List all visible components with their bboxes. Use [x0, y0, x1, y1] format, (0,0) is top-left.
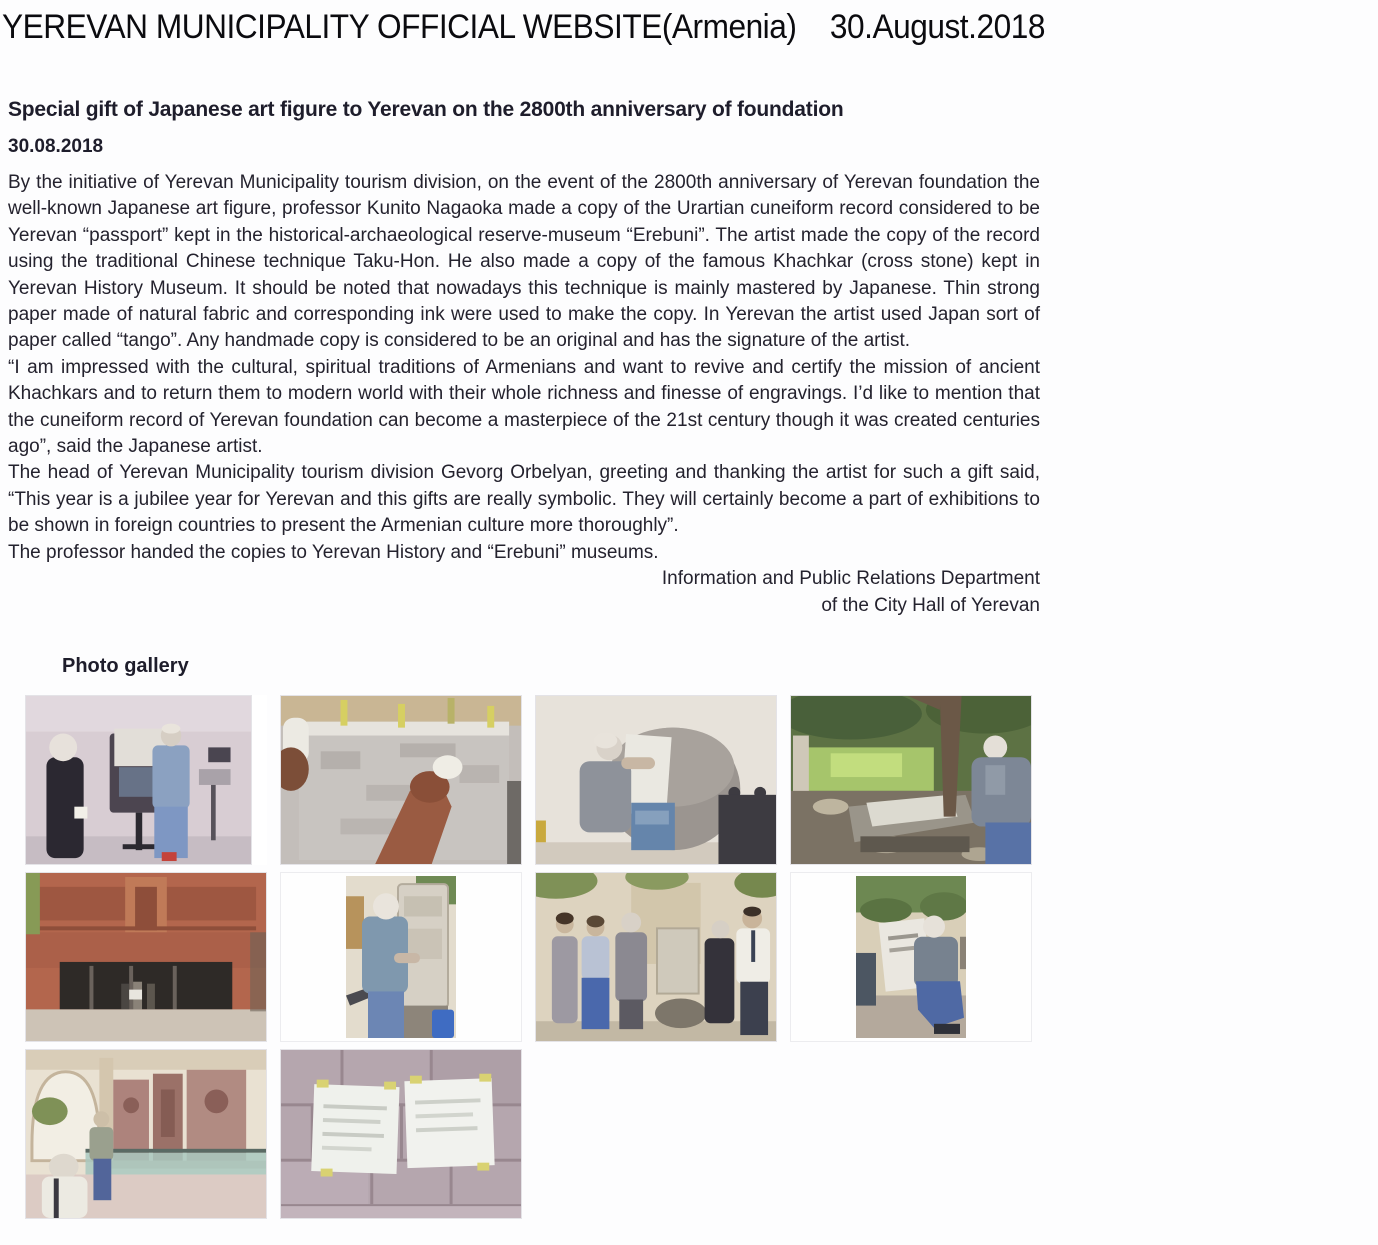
paragraph-3: The head of Yerevan Municipality tourism division Gevorg Orbelyan, greeting and thanking the artist for such a gift said, “This year is a jubilee year for Yerevan and this gifts are really symbolic. They will certainly become a part of exhibitions to be shown in foreign countries to present the Armenian culture more thoroughly”. [8, 462, 1040, 537]
gallery-photo-1 [25, 695, 252, 865]
gallery-photo-10 [280, 1049, 522, 1219]
photo-3-illustration [536, 696, 776, 864]
photo-1-illustration [26, 696, 251, 864]
gallery-photo-6 [346, 876, 456, 1038]
gallery-cell-3 [535, 695, 777, 865]
photo-4-illustration [791, 696, 1031, 864]
photo-10-illustration [281, 1050, 521, 1218]
gallery-cell-7 [535, 872, 777, 1042]
photo-5-illustration [26, 873, 266, 1041]
photo-2-illustration [281, 696, 521, 864]
credit-line-1: Information and Public Relations Department [661, 568, 1040, 590]
gallery-photo-8 [856, 876, 966, 1038]
gallery-photo-4 [790, 695, 1032, 865]
gallery-cell-1 [25, 695, 267, 865]
article [8, 0, 1040, 1219]
gallery-photo-9 [25, 1049, 267, 1219]
photo-gallery [25, 695, 1040, 1219]
photo-9-illustration [26, 1050, 266, 1218]
article-title: Special gift of Japanese art figure to Yerevan on the 2800th anniversary of foundation [8, 98, 844, 121]
gallery-cell-10 [280, 1049, 522, 1219]
site-title: YEREVAN MUNICIPALITY OFFICIAL WEBSITE(Armenia) [2, 8, 797, 46]
paragraph-2: “I am impressed with the cultural, spiritual traditions of Armenians and want to revive and certify the mission of ancient Khachkars and to return them to modern world with their whole richness and finesse of engravings. I’d like to mention that the cuneiform record of Yerevan foundation can become a masterpiece of the 21st century though it was created centuries ago”, said the Japanese artist. [8, 356, 1040, 458]
paragraph-1: By the initiative of Yerevan Municipality tourism division, on the event of the 2800th anniversary of Yerevan foundation the well-known Japanese art figure, professor Kunito Nagaoka made a copy of the Urartian cuneiform record considered to be Yerevan “passport” kept in the historical-archaeological reserve-museum “Erebuni”. The artist made the copy of the record using the traditional Chinese technique Taku-Hon. He also made a copy of the famous Khachkar (cross stone) kept in Yerevan History Museum. It should be noted that nowadays this technique is mainly mastered by Japanese. Thin strong paper made of natural fabric and corresponding ink were used to make the copy. In Yerevan the artist used Japan sort of paper called “tango”. Any handmade copy is considered to be an original and has the signature of the artist. [8, 172, 1040, 352]
article-date: 30.08.2018 [8, 136, 104, 157]
gallery-title: Photo gallery [62, 654, 189, 677]
gallery-photo-3 [535, 695, 777, 865]
paragraph-4: The professor handed the copies to Yerevan History and “Erebuni” museums. [8, 541, 659, 563]
photo-7-illustration [536, 873, 776, 1041]
gallery-cell-5 [25, 872, 267, 1042]
gallery-cell-9 [25, 1049, 267, 1219]
gallery-cell-4 [790, 695, 1032, 865]
credit-line-2: of the City Hall of Yerevan [821, 594, 1040, 616]
site-header-date: 30.August.2018 [829, 8, 1045, 46]
gallery-cell-2 [280, 695, 522, 865]
gallery-photo-7 [535, 872, 777, 1042]
credit-block [8, 566, 1040, 619]
gallery-cell-6 [280, 872, 522, 1042]
gallery-cell-8 [790, 872, 1032, 1042]
gallery-photo-5 [25, 872, 267, 1042]
gallery-photo-2 [280, 695, 522, 865]
photo-6-illustration [346, 876, 456, 1038]
article-body [8, 170, 1040, 566]
photo-8-illustration [856, 876, 966, 1038]
